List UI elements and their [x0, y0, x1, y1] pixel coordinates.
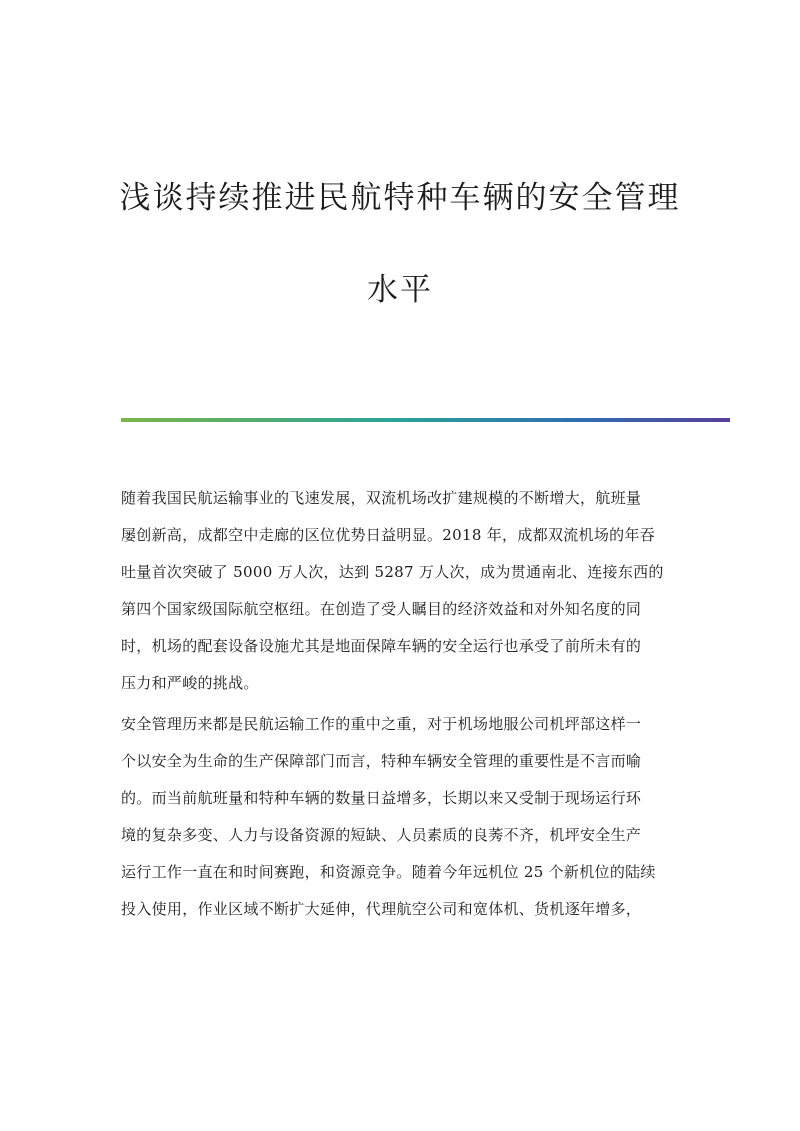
text-line: 第四个国家级国际航空枢纽。在创造了受人瞩目的经济效益和对外知名度的同 [121, 600, 642, 618]
document-title [0, 178, 800, 310]
text-line: 运行工作一直在和时间赛跑，和资源竞争。随着今年远机位 25 个新机位的陆续 [121, 863, 656, 881]
text-line: 投入使用，作业区域不断扩大延伸，代理航空公司和宽体机、货机逐年增多， [121, 900, 642, 918]
text-line: 个以安全为生命的生产保障部门而言，特种车辆安全管理的重要性是不言而喻 [121, 752, 642, 770]
document-body [121, 480, 681, 928]
title-line-2: 水平 [367, 272, 433, 308]
text-line: 境的复杂多变、人力与设备资源的短缺、人员素质的良莠不齐，机坪安全生产 [121, 826, 642, 844]
title-line-1: 浅谈持续推进民航特种车辆的安全管理 [119, 180, 681, 216]
text-line: 的。而当前航班量和特种车辆的数量日益增多，长期以来又受制于现场运行环 [121, 789, 642, 807]
text-line: 安全管理历来都是民航运输工作的重中之重，对于机场地服公司机坪部这样一 [121, 715, 642, 733]
text-line: 吐量首次突破了 5000 万人次，达到 5287 万人次，成为贯通南北、连接东西的 [121, 563, 664, 581]
text-line: 压力和严峻的挑战。 [121, 674, 259, 692]
paragraph-1 [121, 480, 681, 702]
text-line: 随着我国民航运输事业的飞速发展，双流机场改扩建规模的不断增大，航班量 [121, 489, 642, 507]
paragraph-2 [121, 706, 681, 928]
text-line: 时，机场的配套设备设施尤其是地面保障车辆的安全运行也承受了前所未有的 [121, 637, 642, 655]
gradient-divider [121, 418, 730, 422]
text-line: 屡创新高，成都空中走廊的区位优势日益明显。2018 年，成都双流机场的年吞 [121, 526, 656, 544]
